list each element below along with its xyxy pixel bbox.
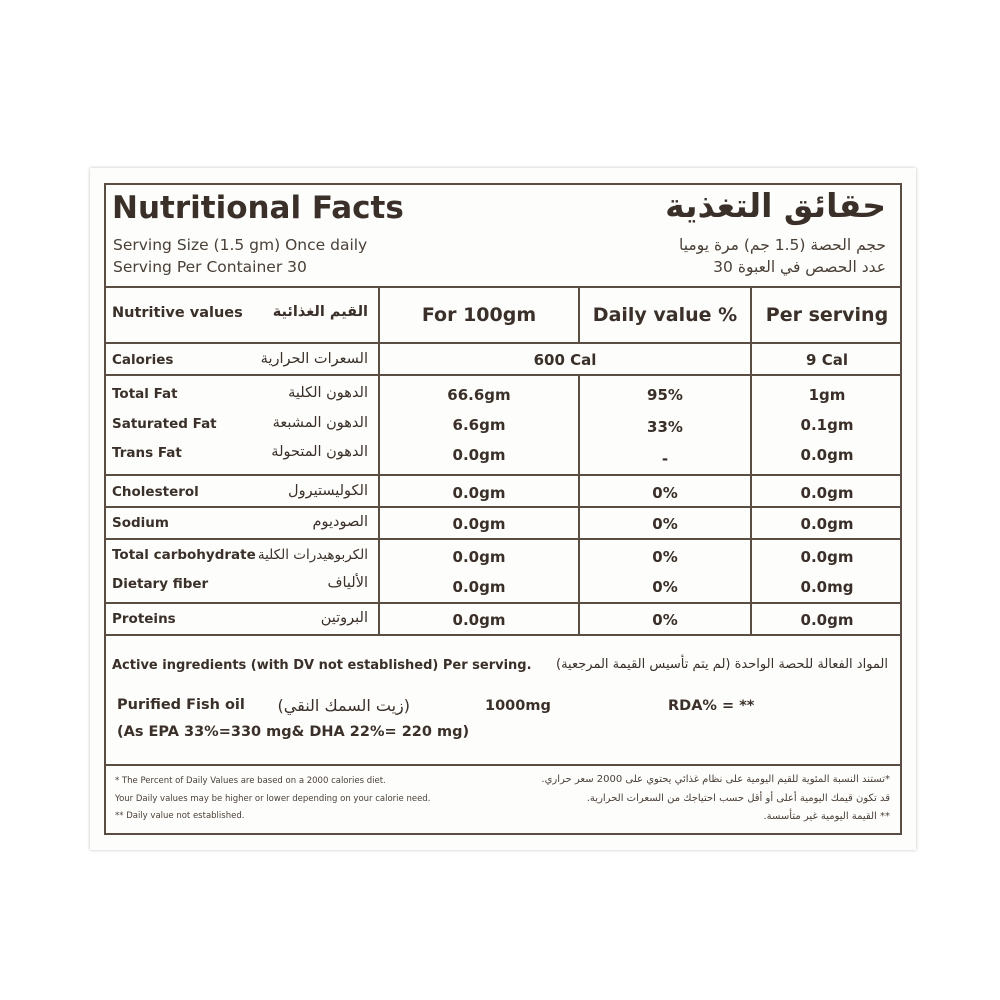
row-label-ar: الدهون المتحولة [271, 444, 368, 460]
row-rule-proteins [104, 634, 902, 636]
row-label-ar: الصوديوم [312, 514, 368, 530]
title-ar: حقائق التغذية [665, 186, 886, 225]
footnote-en: * The Percent of Daily Values are based on a 2000 calories diet. [115, 776, 386, 786]
row-label-en: Trans Fat [112, 445, 182, 461]
row-label-en: Cholesterol [112, 484, 199, 500]
row-value-per-serving: 0.1gm [800, 416, 854, 434]
row-rule-cholesterol [104, 506, 902, 508]
active-heading-ar: المواد الفعالة للحصة الواحدة (لم يتم تأسيس القيمة المرجعية) [556, 657, 888, 672]
row-value-per-serving: 0.0gm [800, 611, 854, 629]
row-value-per-serving: 1gm [808, 386, 846, 404]
row-value-per-100g: 66.6gm [447, 386, 511, 404]
row-value-per-100g: 0.0gm [452, 484, 506, 502]
title-en: Nutritional Facts [112, 190, 404, 226]
row-value-daily-value: 0% [652, 548, 678, 566]
row-rule-carbs [104, 602, 902, 604]
active-bottom-rule [104, 764, 902, 766]
row-value-per-100g: 0.0gm [452, 515, 506, 533]
calories-label-ar: السعرات الحرارية [260, 351, 368, 367]
row-label-ar: الكربوهيدرات الكلية [257, 547, 368, 563]
footnote-en: Your Daily values may be higher or lower depending on your calorie need. [115, 794, 431, 804]
row-label-ar: الألياف [327, 575, 368, 591]
ingredient-amount: 1000mg [485, 698, 551, 714]
table-top-rule [104, 286, 902, 288]
row-value-per-serving: 0.0gm [800, 446, 854, 464]
row-label-en: Total carbohydrate [112, 547, 256, 563]
row-label-en: Saturated Fat [112, 416, 217, 432]
header-nutritive-en: Nutritive values [112, 305, 243, 321]
ingredient-name-en: Purified Fish oil [117, 697, 245, 713]
row-value-per-100g: 0.0gm [452, 611, 506, 629]
row-value-daily-value: - [661, 450, 669, 468]
row-label-en: Proteins [112, 611, 176, 627]
active-heading-en: Active ingredients (with DV not established) Per serving. [112, 658, 532, 673]
row-rule-fats [104, 474, 902, 476]
ingredient-name-ar: (زيت السمك النقي) [277, 696, 410, 715]
row-value-per-serving: 0.0gm [800, 484, 854, 502]
row-value-per-serving: 0.0gm [800, 515, 854, 533]
row-value-daily-value: 33% [647, 418, 683, 436]
row-value-per-100g: 0.0gm [452, 548, 506, 566]
col-divider-2 [578, 374, 580, 636]
row-value-daily-value: 95% [647, 386, 683, 404]
col-header-100g: For 100gm [421, 304, 537, 326]
row-label-en: Total Fat [112, 386, 178, 402]
row-label-ar: الدهون الكلية [288, 385, 368, 401]
row-value-per-serving: 0.0gm [800, 548, 854, 566]
ingredient-detail: (As EPA 33%=330 mg& DHA 22%= 220 mg) [117, 724, 470, 740]
calories-per-serving: 9 Cal [806, 351, 848, 369]
row-value-per-100g: 0.0gm [452, 446, 506, 464]
header-nutritive-ar: القيم الغذائية [272, 304, 368, 320]
footnote-ar: قد تكون قيمك اليومية أعلى أو أقل حسب احتياجك من السعرات الحرارية. [586, 793, 890, 804]
footnote-ar: *تستند النسبة المئوية للقيم اليومية على نظام غذائي يحتوي على 2000 سعر حراري. [541, 774, 890, 785]
col-header-daily-value: Daily value % [592, 304, 738, 326]
row-label-ar: البروتين [320, 610, 368, 626]
servings-per-container-ar: عدد الحصص في العبوة 30 [713, 258, 886, 276]
row-label-ar: الدهون المشبعة [272, 415, 368, 431]
calories-label-en: Calories [112, 352, 174, 368]
row-label-ar: الكوليستيرول [288, 483, 368, 499]
row-value-per-100g: 0.0gm [452, 578, 506, 596]
row-value-daily-value: 0% [652, 515, 678, 533]
row-value-daily-value: 0% [652, 578, 678, 596]
calories-per-100g: 600 Cal [533, 351, 597, 369]
row-value-per-100g: 6.6gm [452, 416, 506, 434]
row-label-en: Sodium [112, 515, 169, 531]
col-header-per-serving: Per serving [765, 304, 889, 326]
row-value-per-serving: 0.0mg [800, 578, 854, 596]
ingredient-rda: RDA% = ** [668, 698, 755, 714]
row-value-daily-value: 0% [652, 611, 678, 629]
row-label-en: Dietary fiber [112, 576, 209, 592]
serving-size-en: Serving Size (1.5 gm) Once daily [113, 236, 368, 254]
header-bottom-rule [104, 342, 902, 344]
row-value-daily-value: 0% [652, 484, 678, 502]
footnote-en: ** Daily value not established. [115, 811, 245, 821]
servings-per-container-en: Serving Per Container 30 [113, 258, 307, 276]
row-rule-sodium [104, 538, 902, 540]
serving-size-ar: حجم الحصة (1.5 جم) مرة يوميا [679, 236, 886, 254]
row-rule-calories [104, 374, 902, 376]
footnote-ar: ** القيمة اليومية غير متأسسة. [763, 811, 890, 822]
